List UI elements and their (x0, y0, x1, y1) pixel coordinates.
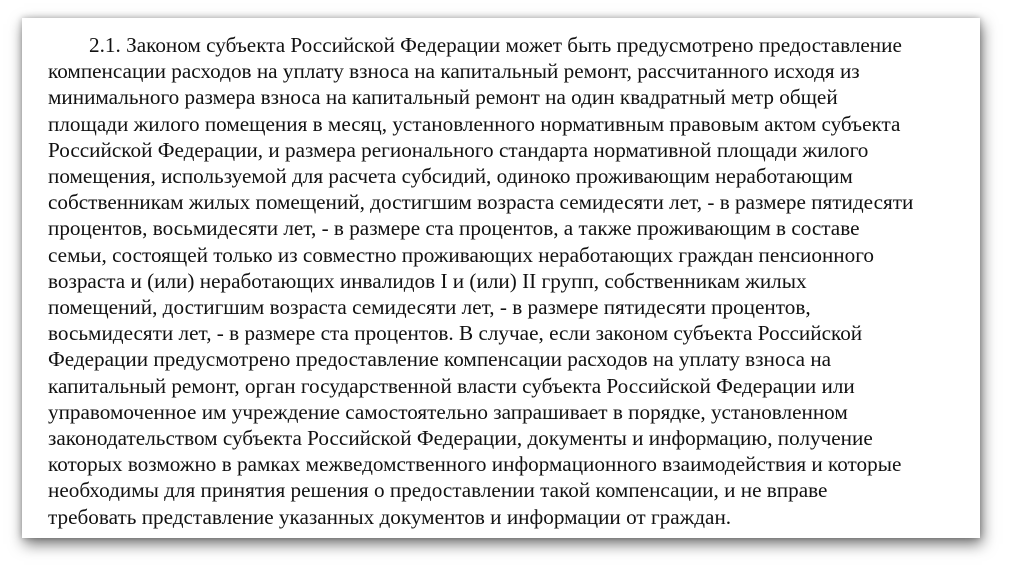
paragraph-line: которых возможно в рамках межведомственного информационного взаимодействия и которые (48, 452, 902, 477)
paragraph-line: минимального размера взноса на капитальный ремонт на один квадратный метр общей (48, 85, 838, 110)
paragraph-line: капитальный ремонт, орган государственной власти субъекта Российской Федерации или (48, 373, 855, 398)
paragraph-line: восьмидесяти лет, - в размере ста процентов. В случае, если законом субъекта Российской (48, 321, 863, 346)
paragraph-line: процентов, восьмидесяти лет, - в размере ста процентов, а также проживающим в составе (48, 216, 860, 241)
paragraph-line: необходимы для принятия решения о предоставлении такой компенсации, и не вправе (48, 478, 828, 503)
document-page (22, 18, 980, 538)
paragraph-line: помещений, достигшим возраста семидесяти лет, - в размере пятидесяти процентов, (48, 295, 811, 320)
paragraph-line: компенсации расходов на уплату взноса на капитальный ремонт, рассчитанного исходя из (48, 59, 860, 84)
paragraph-line: управомоченное им учреждение самостоятельно запрашивает в порядке, установленном (48, 399, 848, 424)
paragraph-line: помещения, используемой для расчета субсидий, одиноко проживающим неработающим (48, 164, 853, 189)
paragraph-line: Федерации предусмотрено предоставление компенсации расходов на уплату взноса на (48, 347, 832, 372)
paragraph-line: площади жилого помещения в месяц, установленного нормативным правовым актом субъекта (48, 111, 901, 136)
paragraph-line: возраста и (или) неработающих инвалидов I и (или) II групп, собственникам жилых (48, 268, 807, 293)
paragraph-line: Российской Федерации, и размера регионального стандарта нормативной площади жилого (48, 137, 869, 162)
paragraph-line: собственникам жилых помещений, достигшим возраста семидесяти лет, - в размере пятидесяти (48, 190, 914, 215)
paragraph-line: 2.1. Законом субъекта Российской Федерации может быть предусмотрено предоставление (89, 33, 902, 57)
paragraph-line: требовать представление указанных документов и информации от граждан. (48, 504, 732, 529)
paragraph-2-1 (48, 32, 968, 530)
paragraph-line: законодательством субъекта Российской Федерации, документы и информацию, получение (48, 426, 873, 451)
paragraph-line: семьи, состоящей только из совместно проживающих неработающих граждан пенсионного (48, 242, 874, 267)
